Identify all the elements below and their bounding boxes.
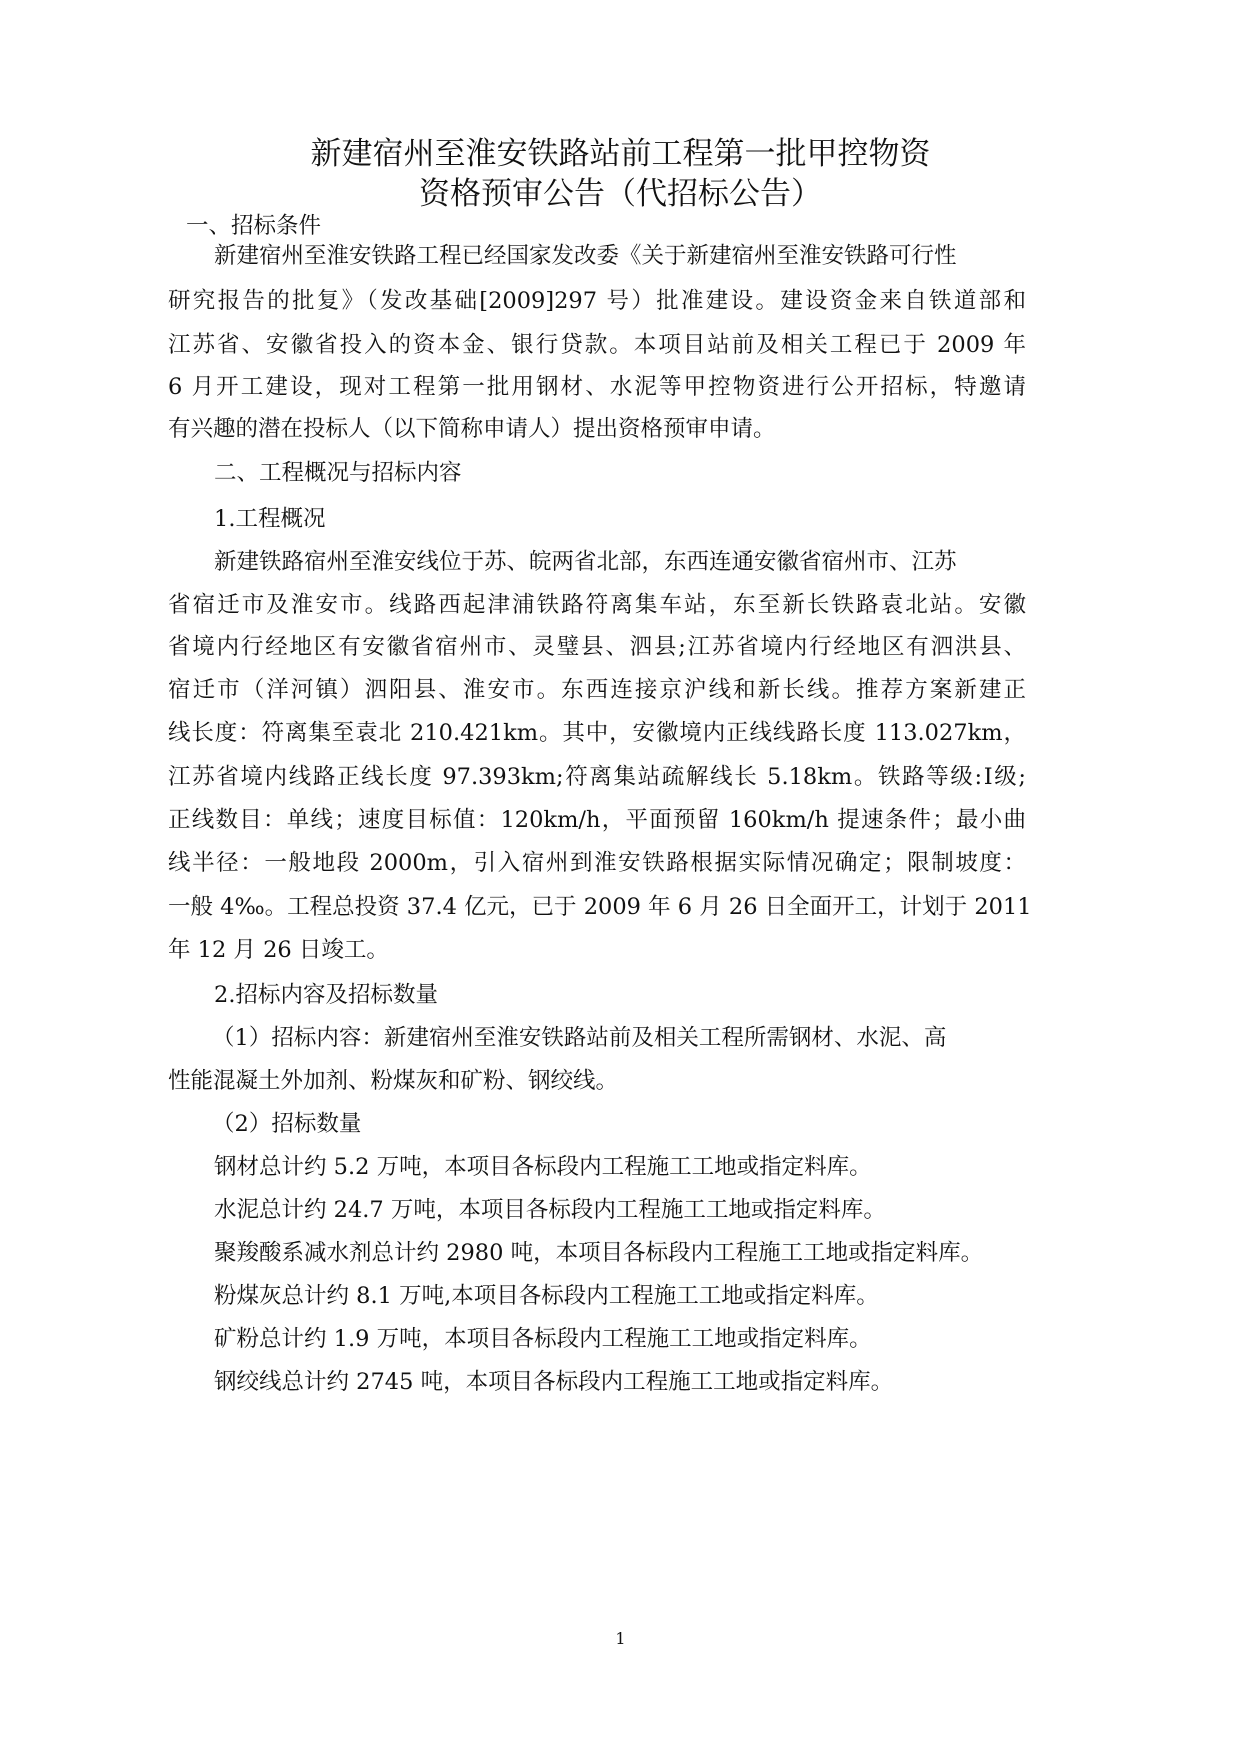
paragraph-line: 宿迁市（洋河镇）泗阳县、淮安市。东西连接京沪线和新长线。推荐方案新建正 — [168, 677, 1026, 703]
paragraph-line: 新建铁路宿州至淮安线位于苏、皖两省北部，东西连通安徽省宿州市、江苏 — [214, 549, 957, 575]
section-heading-project-overview: 二、工程概况与招标内容 — [214, 460, 462, 486]
paragraph-line: 江苏省境内线路正线长度 97.393km;符离集站疏解线长 5.18km。铁路等级:Ⅰ级; — [168, 764, 1026, 790]
paragraph-line: 一般 4‰。工程总投资 37.4 亿元，已于 2009 年 6 月 26 日全面开工，计划于 2011 — [168, 894, 1032, 920]
paragraph-line: 年 12 月 26 日竣工。 — [168, 937, 389, 963]
document-title-line-1: 新建宿州至淮安铁路站前工程第一批甲控物资 — [310, 136, 931, 172]
subsection-heading-bidding-quantity: （2）招标数量 — [212, 1111, 362, 1137]
document-title-line-2: 资格预审公告（代招标公告） — [419, 176, 822, 212]
paragraph-line: 有兴趣的潜在投标人（以下简称申请人）提出资格预审申请。 — [168, 416, 776, 442]
paragraph-line: 正线数目：单线；速度目标值：120km/h，平面预留 160km/h 提速条件；最小曲 — [168, 807, 1026, 833]
paragraph-line: 线长度：符离集至袁北 210.421km。其中，安徽境内正线线路长度 113.027km， — [168, 720, 1026, 746]
subsection-heading-project-overview: 1.工程概况 — [214, 506, 326, 532]
paragraph-line: 省境内行经地区有安徽省宿州市、灵璧县、泗县;江苏省境内行经地区有泗洪县、 — [168, 634, 1026, 660]
section-heading-bidding-conditions: 一、招标条件 — [186, 213, 322, 239]
quantity-line-fly-ash: 粉煤灰总计约 8.1 万吨,本项目各标段内工程施工工地或指定料库。 — [214, 1283, 879, 1309]
paragraph-line: 省宿迁市及淮安市。线路西起津浦铁路符离集车站，东至新长铁路袁北站。安徽 — [168, 592, 1026, 618]
quantity-line-mineral-powder: 矿粉总计约 1.9 万吨，本项目各标段内工程施工工地或指定料库。 — [214, 1326, 872, 1352]
paragraph-line: 江苏省、安徽省投入的资本金、银行贷款。本项目站前及相关工程已于 2009 年 — [168, 332, 1026, 358]
quantity-line-water-reducer: 聚羧酸系减水剂总计约 2980 吨，本项目各标段内工程施工工地或指定料库。 — [214, 1240, 984, 1266]
quantity-line-cement: 水泥总计约 24.7 万吨，本项目各标段内工程施工工地或指定料库。 — [214, 1197, 886, 1223]
quantity-line-steel-strand: 钢绞线总计约 2745 吨，本项目各标段内工程施工工地或指定料库。 — [214, 1369, 894, 1395]
paragraph-line: 研究报告的批复》（发改基础[2009]297 号）批准建设。建设资金来自铁道部和 — [168, 288, 1026, 314]
paragraph-line: 新建宿州至淮安铁路工程已经国家发改委《关于新建宿州至淮安铁路可行性 — [214, 243, 957, 269]
paragraph-line: （1）招标内容：新建宿州至淮安铁路站前及相关工程所需钢材、水泥、高 — [212, 1025, 947, 1051]
paragraph-line: 6 月开工建设，现对工程第一批用钢材、水泥等甲控物资进行公开招标，特邀请 — [168, 374, 1026, 400]
paragraph-line: 性能混凝土外加剂、粉煤灰和矿粉、钢绞线。 — [168, 1068, 619, 1094]
subsection-heading-bidding-content: 2.招标内容及招标数量 — [214, 982, 438, 1008]
quantity-line-steel: 钢材总计约 5.2 万吨，本项目各标段内工程施工工地或指定料库。 — [214, 1154, 872, 1180]
page-number: 1 — [615, 1629, 626, 1648]
paragraph-line: 线半径：一般地段 2000m，引入宿州到淮安铁路根据实际情况确定；限制坡度： — [168, 850, 1026, 876]
